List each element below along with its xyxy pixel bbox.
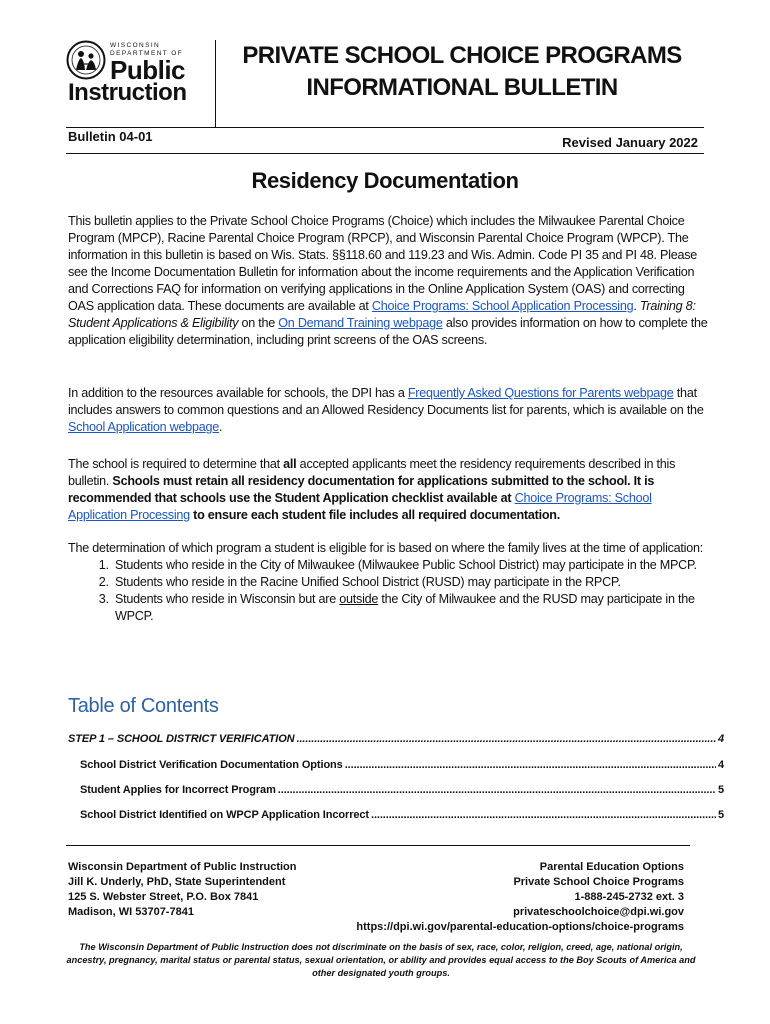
list-item: 3. Students who reside in Wisconsin but are outside the City of Milwaukee and the RUSD may participate in the WPCP. <box>112 591 708 625</box>
list-item: 2. Students who reside in the Racine Unified School District (RUSD) may participate in the RPCP. <box>112 574 708 591</box>
choice-programs-link[interactable]: Choice Programs: School Application Processing <box>371 299 634 313</box>
list-item: 1. Students who reside in the City of Milwaukee (Milwaukee Public School District) may participate in the MPCP. <box>112 557 708 574</box>
intro-paragraph: This bulletin applies to the Private School Choice Programs (Choice) which includes the Milwaukee Parental Choice Program (MPCP), Racine Parental Choice Program (RPCP), and Wisconsin Parental Choice Program (WPCP). The information in this bulletin is based on Wis. Stats. §§118.60 and 119.23 and Wis. Admin. Code PI 35 and PI 48. Please see the Income Documentation Bulletin for information about the income requirements and the Application Verification and Corrections FAQ for information on verifying applications in the Online Application System (OAS) and correcting OAS application data. These documents are available at Choice Programs: School Application Processing. Training 8: Student Applications & Eligibility on the On Demand Training webpage also provides information on how to complete the application eligibility determination, including print screens of the OAS screens. <box>68 214 708 347</box>
nondiscrimination-statement: The Wisconsin Department of Public Instruction does not discriminate on the basis of sex, race, color, religion, creed, age, national origin, ancestry, pregnancy, marital status or parental status, sexual orientation, or ability and provides equal access to the Boy Scouts of America and other designated youth groups. <box>66 942 696 978</box>
header-rule-bottom <box>66 153 704 154</box>
wisconsin-seal-icon <box>66 40 106 80</box>
toc-entry[interactable]: School District Verification Documentation Options ..... 4 <box>80 759 724 771</box>
bulletin-number: Bulletin 04-01 <box>68 129 153 144</box>
footer-rule <box>66 845 690 846</box>
school-application-link[interactable]: School Application webpage <box>68 420 220 434</box>
logo-instruction-text: Instruction <box>68 79 187 106</box>
contact-url[interactable]: https://dpi.wi.gov/parental-education-options/choice-programs <box>356 921 684 933</box>
logo-public-text: Public <box>110 55 186 85</box>
header-rule-top <box>66 127 704 128</box>
resources-paragraph: In addition to the resources available for schools, the DPI has a Frequently Asked Questions for Parents webpage that includes answers to common questions and an Allowed Residency Documents list for parents, which is available on the School Application webpage. <box>68 386 704 434</box>
eligibility-paragraph: The determination of which program a student is eligible for is based on where the family lives at the time of application: 1. Students who reside in the City of Milwaukee (Milwaukee Public School District) may participate in the MPCP. 2. Students who reside in the Racine Unified School District (RUSD) may participate in the RPCP. 3. Students who reside in Wisconsin but are outside the City of Milwaukee and the RUSD may participate in the WPCP. <box>68 540 708 625</box>
toc-heading: Table of Contents <box>68 695 219 717</box>
toc-entry[interactable]: School District Identified on WPCP Application Incorrect ..... 5 <box>80 809 724 821</box>
on-demand-training-link[interactable]: On Demand Training webpage <box>278 316 443 330</box>
header-divider-vertical <box>215 40 216 128</box>
bulletin-title: PRIVATE SCHOOL CHOICE PROGRAMS INFORMATIONAL BULLETIN <box>242 42 682 101</box>
logo-wisconsin-text: WISCONSIN DEPARTMENT OF <box>110 42 184 57</box>
revised-date: Revised January 2022 <box>562 135 698 150</box>
contact-email[interactable]: privateschoolchoice@dpi.wi.gov <box>513 906 684 918</box>
application-processing-link[interactable]: Choice Programs: School Application Processing <box>68 491 652 522</box>
faq-parents-link[interactable]: Frequently Asked Questions for Parents webpage <box>407 386 674 400</box>
dpi-logo <box>66 40 186 104</box>
footer-dpi-address: Wisconsin Department of Public Instruction Jill K. Underly, PhD, State Superintendent 125 S. Webster Street, P.O. Box 7841 Madison, WI 53707-7841 <box>68 861 297 918</box>
document-title: Residency Documentation <box>251 168 519 193</box>
toc-entry[interactable]: STEP 1 – SCHOOL DISTRICT VERIFICATION ..... 4 <box>68 733 724 745</box>
toc-entry[interactable]: Student Applies for Incorrect Program ..... 5 <box>80 784 724 796</box>
requirements-paragraph: The school is required to determine that all accepted applicants meet the residency requirements described in this bulletin. Schools must retain all residency documentation for applications submitted to the school. It is recommended that schools use the Student Application checklist available at Choice Programs: School Application Processing to ensure each student file includes all required documentation. <box>68 457 676 522</box>
program-list <box>112 557 708 625</box>
footer-contact: Parental Education Options Private School Choice Programs 1-888-245-2732 ext. 3 privateschoolchoice@dpi.wi.gov https://dpi.wi.gov/parental-education-options/choice-programs <box>356 861 684 933</box>
